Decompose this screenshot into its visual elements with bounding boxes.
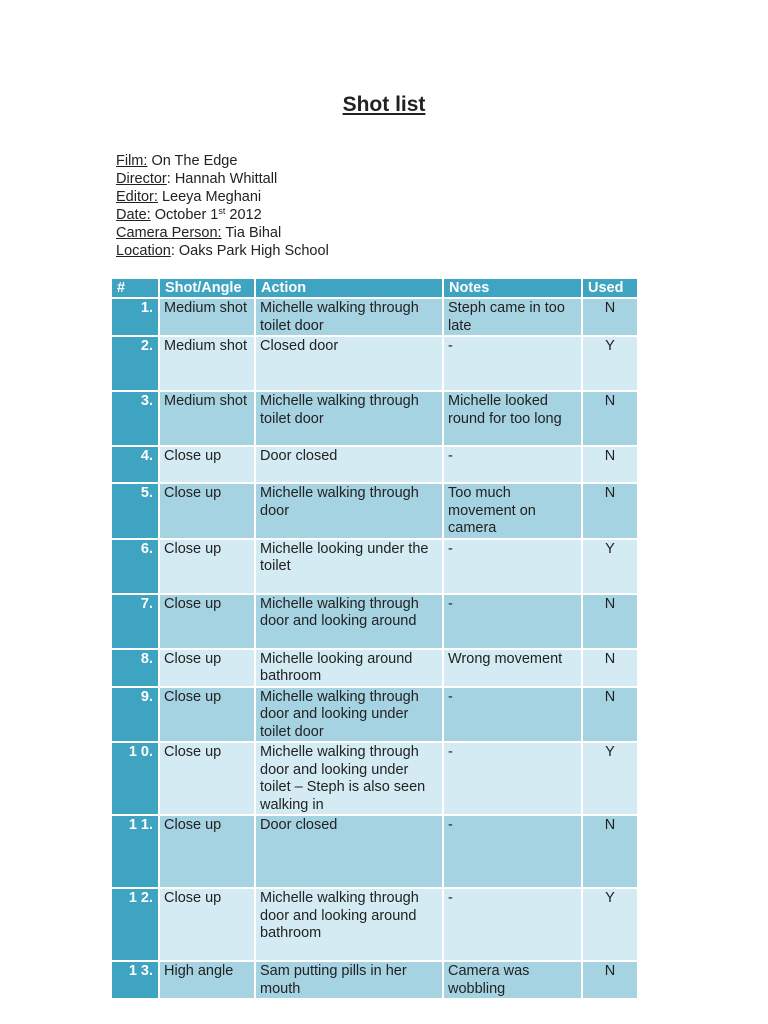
cell-action: Michelle looking under the toilet	[256, 540, 442, 593]
cell-shot-angle: High angle	[160, 962, 254, 998]
cell-notes: -	[444, 337, 581, 390]
cell-used: N	[583, 595, 637, 648]
table-row	[112, 650, 637, 686]
cell-used: N	[583, 392, 637, 445]
cell-used: N	[583, 688, 637, 742]
cell-used: Y	[583, 540, 637, 593]
table-row	[112, 889, 637, 960]
date-year: 2012	[225, 207, 262, 223]
cell-shot-number: 3.	[112, 392, 158, 445]
cell-notes: Wrong movement	[444, 650, 581, 686]
cell-used: N	[583, 484, 637, 538]
cell-notes: -	[444, 447, 581, 482]
cell-shot-angle: Medium shot	[160, 337, 254, 390]
date-label: Date:	[116, 207, 151, 223]
cell-action: Door closed	[256, 816, 442, 887]
cell-shot-number: 1.	[112, 299, 158, 335]
cell-notes: -	[444, 595, 581, 648]
location-line	[116, 242, 329, 260]
cell-shot-angle: Close up	[160, 650, 254, 686]
table-row	[112, 299, 637, 335]
cell-notes: Too much movement on camera	[444, 484, 581, 538]
film-label: Film:	[116, 153, 148, 169]
cell-action: Michelle looking around bathroom	[256, 650, 442, 686]
cell-shot-angle: Close up	[160, 595, 254, 648]
director-value: : Hannah Whittall	[166, 171, 278, 187]
cell-shot-angle: Medium shot	[160, 392, 254, 445]
director-line	[116, 170, 329, 188]
production-details	[116, 152, 329, 260]
table-row	[112, 337, 637, 390]
cell-notes: -	[444, 540, 581, 593]
cell-shot-angle: Close up	[160, 688, 254, 742]
location-value: : Oaks Park High School	[170, 243, 329, 259]
table-row	[112, 962, 637, 998]
table-row	[112, 484, 637, 538]
cell-notes: Michelle looked round for too long	[444, 392, 581, 445]
cell-action: Sam putting pills in her mouth	[256, 962, 442, 998]
cell-action: Michelle walking through door and looking under toilet door	[256, 688, 442, 742]
header-number: #	[112, 279, 158, 297]
director-label: Director	[116, 171, 167, 187]
table-row	[112, 540, 637, 593]
table-row	[112, 392, 637, 445]
cell-shot-angle: Medium shot	[160, 299, 254, 335]
film-value: On The Edge	[147, 153, 238, 169]
cell-shot-number: 1 2.	[112, 889, 158, 960]
table-row	[112, 447, 637, 482]
cell-used: N	[583, 816, 637, 887]
header-used: Used	[583, 279, 637, 297]
cell-action: Michelle walking through door and looking under toilet – Steph is also seen walking in	[256, 743, 442, 814]
header-notes: Notes	[444, 279, 581, 297]
cell-used: N	[583, 650, 637, 686]
cell-shot-number: 9.	[112, 688, 158, 742]
cell-shot-number: 6.	[112, 540, 158, 593]
film-line	[116, 152, 329, 170]
table-row	[112, 595, 637, 648]
cell-shot-angle: Close up	[160, 447, 254, 482]
cell-action: Michelle walking through toilet door	[256, 299, 442, 335]
editor-value: Leeya Meghani	[157, 189, 262, 205]
cell-action: Door closed	[256, 447, 442, 482]
cell-notes: Steph came in too late	[444, 299, 581, 335]
header-row	[112, 279, 637, 297]
cell-shot-number: 4.	[112, 447, 158, 482]
cell-shot-angle: Close up	[160, 743, 254, 814]
cell-shot-number: 8.	[112, 650, 158, 686]
cell-action: Michelle walking through toilet door	[256, 392, 442, 445]
location-label: Location	[116, 243, 171, 259]
cell-notes: Camera was wobbling	[444, 962, 581, 998]
cell-used: N	[583, 447, 637, 482]
shot-list-table	[110, 277, 639, 1000]
cell-shot-angle: Close up	[160, 484, 254, 538]
cell-notes: -	[444, 743, 581, 814]
table-row	[112, 688, 637, 742]
editor-label: Editor:	[116, 189, 158, 205]
cell-notes: -	[444, 889, 581, 960]
cell-shot-number: 1 1.	[112, 816, 158, 887]
editor-line	[116, 188, 329, 206]
date-value: October 1	[150, 207, 219, 223]
cell-shot-number: 1 0.	[112, 743, 158, 814]
date-ordinal: st	[218, 206, 226, 216]
cell-action: Michelle walking through door and looking around bathroom	[256, 889, 442, 960]
cell-notes: -	[444, 688, 581, 742]
camera-person-line	[116, 224, 329, 242]
table-row	[112, 743, 637, 814]
cell-shot-angle: Close up	[160, 889, 254, 960]
cell-shot-angle: Close up	[160, 540, 254, 593]
cell-shot-number: 5.	[112, 484, 158, 538]
cell-shot-number: 1 3.	[112, 962, 158, 998]
header-shot-angle: Shot/Angle	[160, 279, 254, 297]
cell-shot-number: 2.	[112, 337, 158, 390]
cell-shot-angle: Close up	[160, 816, 254, 887]
cell-used: N	[583, 962, 637, 998]
camera-person-value: Tia Bihal	[221, 225, 282, 241]
cell-used: Y	[583, 743, 637, 814]
table-row	[112, 816, 637, 887]
cell-action: Michelle walking through door	[256, 484, 442, 538]
header-action: Action	[256, 279, 442, 297]
cell-used: Y	[583, 889, 637, 960]
cell-used: Y	[583, 337, 637, 390]
cell-used: N	[583, 299, 637, 335]
cell-action: Michelle walking through door and looking around	[256, 595, 442, 648]
cell-shot-number: 7.	[112, 595, 158, 648]
page-title: Shot list	[342, 93, 426, 116]
cell-action: Closed door	[256, 337, 442, 390]
date-line	[116, 206, 329, 224]
camera-person-label: Camera Person:	[116, 225, 222, 241]
cell-notes: -	[444, 816, 581, 887]
